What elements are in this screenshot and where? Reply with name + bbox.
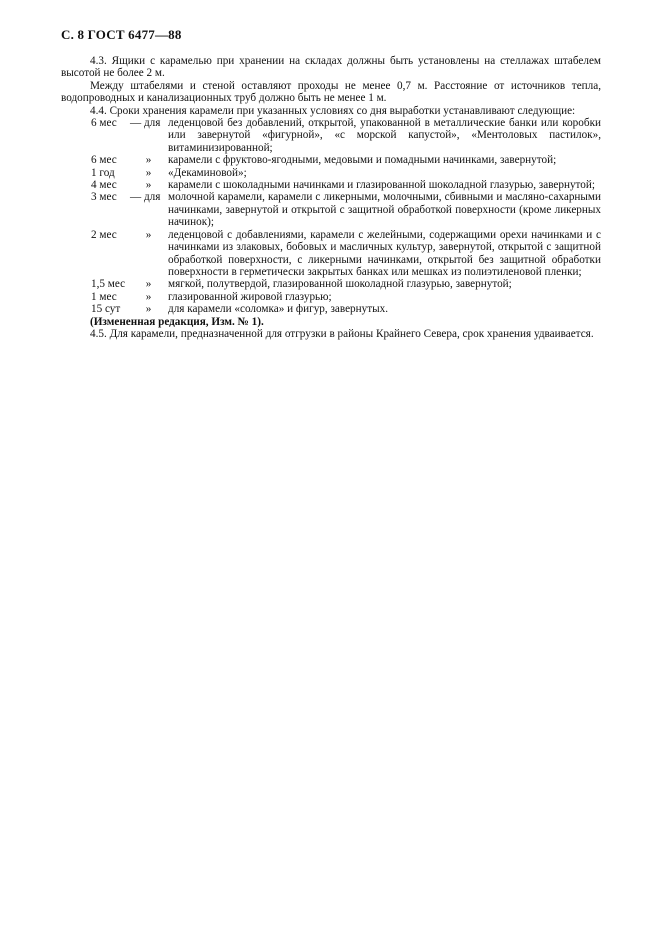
term-separator: — для xyxy=(130,191,161,204)
storage-term-row xyxy=(61,191,601,228)
term-description: леденцовой с добавлениями, карамели с желейными, содержащими орехи начинками и с начинками из злаковых, бобовых и масличных культур, завернутой, открытой с защитной обработкой поверхности, с ликерными начинками, открытой без защитной обработки поверхности в герметически закрытых банках или мешках из полиэтиленовой пленки; xyxy=(168,228,601,278)
storage-term-row xyxy=(61,291,601,303)
document-body xyxy=(61,55,601,340)
term-description: леденцовой без добавлений, открытой, упакованной в металлические банки или коробки или завернутой «фигурной», «с морской капустой», «Ментоловых пастилок», витаминизированной; xyxy=(168,117,601,154)
term-duration: 6 мес xyxy=(91,117,117,130)
term-description: карамели с шоколадными начинками и глазированной шоколадной глазурью, завернутой; xyxy=(168,179,595,192)
storage-terms-list xyxy=(61,117,601,316)
storage-term-row xyxy=(61,278,601,290)
storage-term-row xyxy=(61,117,601,154)
term-separator: » xyxy=(145,154,152,167)
term-duration: 4 мес xyxy=(91,179,117,192)
term-separator: » xyxy=(145,228,152,241)
term-duration: 3 мес xyxy=(91,191,117,204)
paragraph-4-4-intro: 4.4. Сроки хранения карамели при указанных условиях со дня выработки устанавливают следующие: xyxy=(90,104,576,117)
term-separator: » xyxy=(145,166,152,179)
term-description: молочной карамели, карамели с ликерными, молочными, сбивными и масляно-сахарными начинками, завернутой и открытой с защитной обработкой поверхности (кроме ликерных начинок); xyxy=(168,191,601,229)
paragraph-4-3-spacing: Между штабелями и стеной оставляют проходы не менее 0,7 м. Расстояние от источников тепла, водопроводных и канализационных труб должно быть не менее 1 м. xyxy=(61,79,601,105)
term-description: мягкой, полутвердой, глазированной шоколадной глазурью, завернутой; xyxy=(168,278,512,291)
storage-term-row xyxy=(61,154,601,166)
storage-term-row xyxy=(61,167,601,179)
paragraph-4-3: 4.3. Ящики с карамелью при хранении на складах должны быть установлены на стеллажах штабелем высотой не более 2 м. xyxy=(61,55,601,80)
term-duration: 6 мес xyxy=(91,154,117,167)
storage-term-row xyxy=(61,229,601,279)
term-description: карамели с фруктово-ягодными, медовыми и помадными начинками, завернутой; xyxy=(168,154,557,167)
term-separator: » xyxy=(145,303,152,316)
term-description: «Декаминовой»; xyxy=(168,166,247,179)
term-duration: 15 сут xyxy=(91,303,121,316)
page-header: С. 8 ГОСТ 6477—88 xyxy=(61,27,182,42)
amendment-note: (Измененная редакция, Изм. № 1). xyxy=(90,315,264,328)
term-duration: 2 мес xyxy=(91,228,117,241)
term-duration: 1 год xyxy=(91,166,115,179)
term-duration: 1 мес xyxy=(91,290,117,303)
term-separator: » xyxy=(145,278,152,291)
storage-term-row xyxy=(61,303,601,315)
term-separator: — для xyxy=(130,117,161,130)
term-description: глазированной жировой глазурью; xyxy=(168,290,332,303)
term-separator: » xyxy=(145,179,152,192)
paragraph-4-5: 4.5. Для карамели, предназначенной для отгрузки в районы Крайнего Севера, срок хранения удваивается. xyxy=(90,327,594,340)
storage-term-row xyxy=(61,179,601,191)
term-separator: » xyxy=(145,290,152,303)
term-description: для карамели «соломка» и фигур, завернутых. xyxy=(168,303,389,316)
term-duration: 1,5 мес xyxy=(91,278,126,291)
